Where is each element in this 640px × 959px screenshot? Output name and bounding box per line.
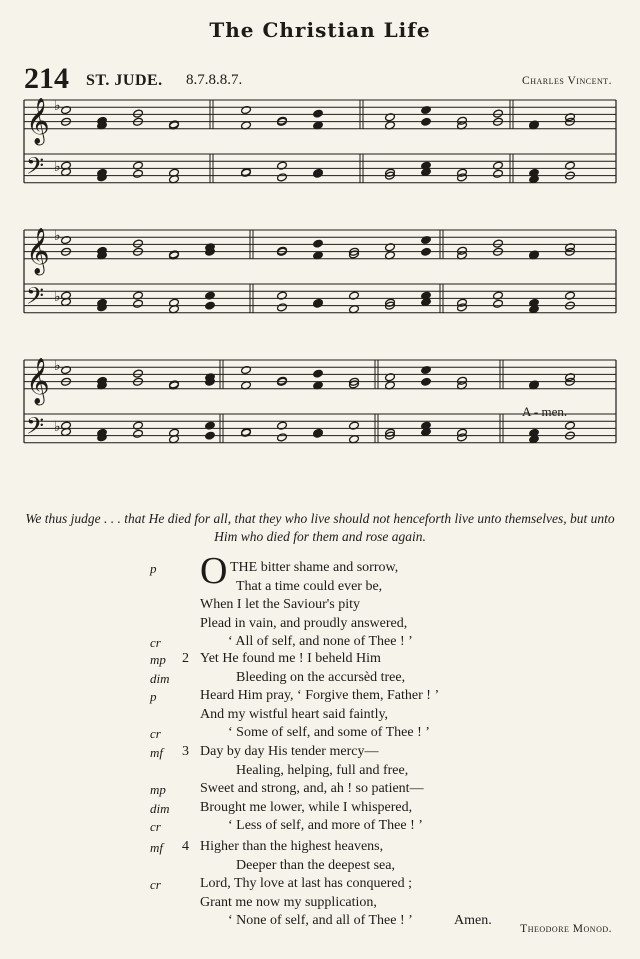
- note-head: [313, 239, 324, 248]
- note-head: [277, 173, 288, 182]
- verse-line: Bleeding on the accursèd tree,: [236, 669, 406, 685]
- note-head: [493, 299, 504, 308]
- verse-line: And my wistful heart said faintly,: [200, 706, 389, 722]
- note-head: [421, 377, 432, 386]
- verse-line: ‘ All of self, and none of Thee ! ’: [228, 634, 413, 650]
- verse-number: 3: [182, 744, 189, 759]
- dynamic-marking: cr: [150, 819, 161, 835]
- music-score-svg: [0, 90, 640, 490]
- verse-line: Grant me now my supplication,: [200, 894, 377, 910]
- dynamic-marking: p: [150, 689, 157, 705]
- note-head: [277, 433, 288, 442]
- verse-line: Lord, Thy love at last has conquered ;: [200, 876, 413, 892]
- verse-line: Healing, helping, full and free,: [236, 762, 409, 778]
- verse-amen: Amen.: [454, 913, 492, 929]
- composer-credit: Charles Vincent.: [522, 75, 612, 87]
- clef-symbol: ♭: [54, 98, 61, 114]
- note-head: [133, 239, 144, 248]
- dynamic-marking: p: [150, 561, 157, 576]
- note-head: [493, 169, 504, 178]
- dynamic-marking: mp: [150, 652, 166, 667]
- note-head: [313, 369, 324, 378]
- verse-line: Plead in vain, and proudly answered,: [200, 615, 408, 631]
- clef-symbol: ♭: [54, 289, 61, 305]
- dynamic-marking: dim: [150, 800, 170, 816]
- verse-line: ‘ Less of self, and more of Thee ! ’: [228, 818, 423, 834]
- scripture-quote: We thus judge . . . that He died for all, that they who live should not henceforth live unto themselves, but unto Him who died for them and rose again.: [25, 511, 615, 544]
- note-head: [421, 117, 432, 126]
- verse-line: Brought me lower, while I whispered,: [200, 799, 413, 815]
- author-credit: Theodore Monod.: [520, 923, 612, 935]
- verse-line: Day by day His tender mercy—: [200, 744, 379, 759]
- dynamic-marking: mf: [150, 840, 163, 855]
- verse-line: Deeper than the deepest sea,: [236, 857, 395, 873]
- dynamic-marking: mf: [150, 745, 163, 760]
- verse-line: THE bitter shame and sorrow,: [230, 560, 399, 575]
- dynamic-marking: mp: [150, 782, 166, 798]
- dynamic-marking: cr: [150, 635, 161, 651]
- note-head: [133, 169, 144, 178]
- meter: 8.7.8.8.7.: [186, 72, 243, 88]
- clef-symbol: 𝄢: [26, 152, 45, 185]
- music-score: [0, 90, 640, 490]
- verse-number: 2: [182, 651, 189, 666]
- clef-symbol: 𝄞: [26, 98, 50, 144]
- tune-name: ST. JUDE.: [86, 72, 163, 89]
- verse-line: That a time could ever be,: [236, 578, 383, 594]
- note-head: [205, 431, 216, 440]
- clef-symbol: ♭: [54, 159, 61, 175]
- dynamic-marking: cr: [150, 877, 161, 893]
- note-head: [133, 369, 144, 378]
- note-head: [133, 429, 144, 438]
- note-head: [421, 247, 432, 256]
- verse-line: ‘ None of self, and all of Thee ! ’: [228, 913, 413, 929]
- verse-number: 4: [182, 839, 189, 854]
- note-head: [133, 299, 144, 308]
- note-head: [277, 303, 288, 312]
- note-head: [493, 109, 504, 118]
- note-head: [205, 301, 216, 310]
- note-head: [313, 109, 324, 118]
- note-head: [493, 239, 504, 248]
- clef-symbol: 𝄢: [26, 412, 45, 445]
- clef-symbol: 𝄞: [26, 228, 50, 274]
- verse-line: ‘ Some of self, and some of Thee ! ’: [228, 725, 430, 741]
- note-head: [133, 109, 144, 118]
- clef-symbol: ♭: [54, 228, 61, 244]
- verse-line: Higher than the highest heavens,: [200, 839, 384, 854]
- verse-line: When I let the Saviour's pity: [200, 597, 360, 613]
- clef-symbol: ♭: [54, 358, 61, 374]
- dynamic-marking: dim: [150, 670, 170, 686]
- verse-line: Sweet and strong, and, ah ! so patient—: [200, 781, 424, 797]
- verse-dropcap: O: [200, 550, 228, 592]
- dynamic-marking: cr: [150, 726, 161, 742]
- clef-symbol: 𝄞: [26, 358, 50, 404]
- amen-music-label: A - men.: [522, 404, 568, 419]
- verse-line: Heard Him pray, ‘ Forgive them, Father ! ’: [200, 688, 440, 704]
- section-title: The Christian Life: [209, 18, 431, 42]
- verse-line: Yet He found me ! I beheld Him: [200, 651, 381, 666]
- hymn-number: 214: [24, 62, 69, 95]
- clef-symbol: ♭: [54, 419, 61, 435]
- clef-symbol: 𝄢: [26, 282, 45, 315]
